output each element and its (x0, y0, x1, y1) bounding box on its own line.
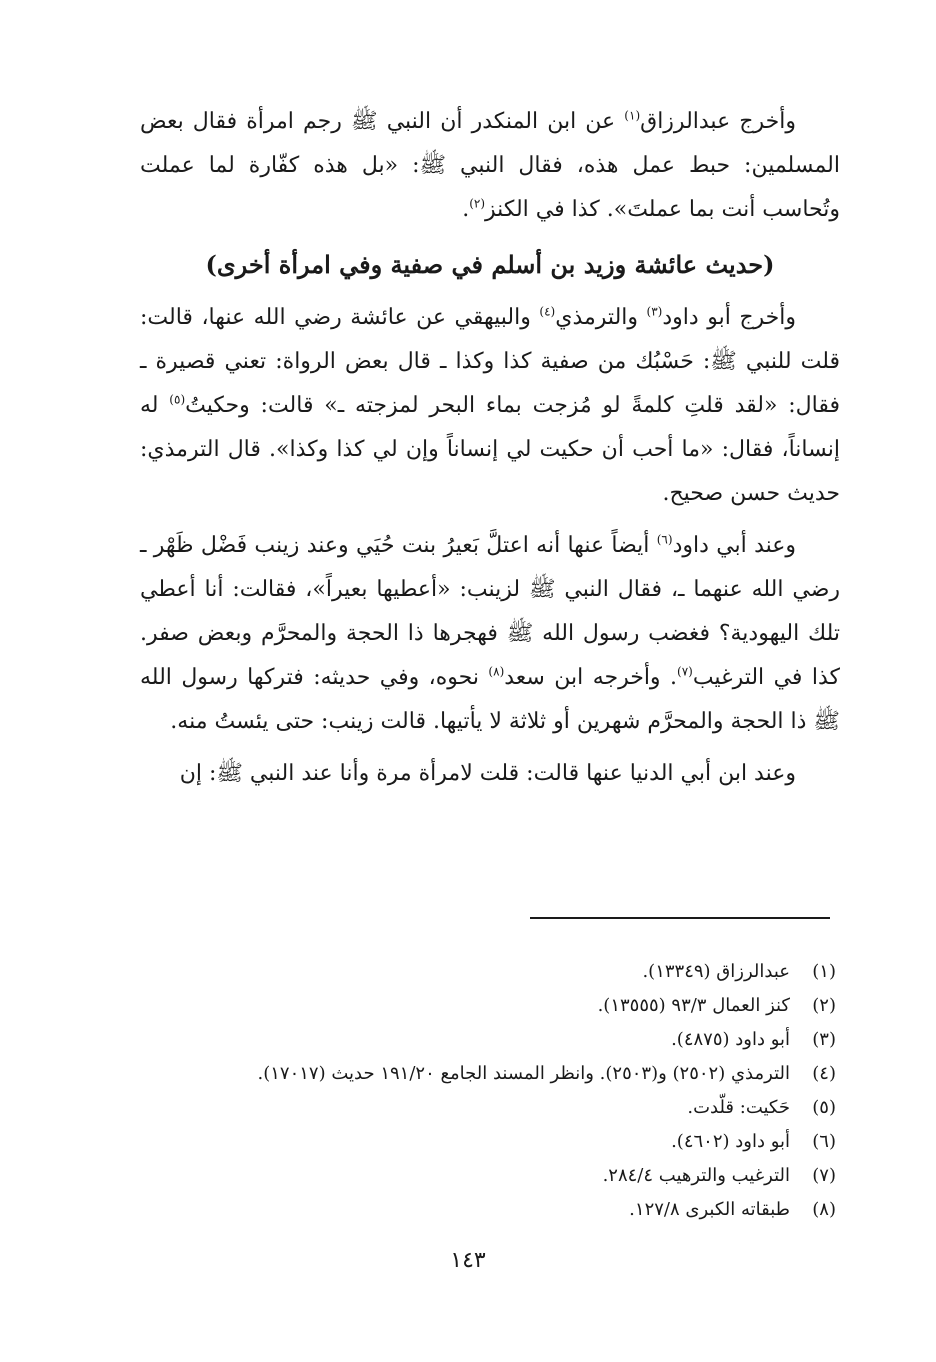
text-run: عن ابن المنكدر أن النبي ﷺ رجم امرأة فقال بعض المسلمين: حبط عمل هذه، فقال النبي ﷺ: «بل هذه كفّارة لما عملت وتُحاسب أنت بما عملتَ». كذا في الكنز (140, 109, 840, 222)
text-run: أيضاً عنها أنه اعتلَّ بَعيرُ بنت حُيَي وعند زينب فَضْل ظَهْر ـ رضي الله عنهما ـ، فقال النبي ﷺ لزينب: «أعطيها بعيراً»، فقالت: أنا أعطي تلك اليهودية؟ فغضب رسول الله ﷺ فهجرها ذا الحجة والمحرَّم وبعض صفر. كذا في الترغيب (140, 533, 841, 690)
text-run: . وأخرجه ابن سعد (504, 665, 677, 690)
footnote-item (156, 955, 836, 989)
footnote-number: (٣) (812, 1029, 836, 1050)
footnote-number: (٤) (812, 1063, 836, 1084)
page-number: ١٤٣ (450, 1248, 486, 1273)
footnote-text: الترغيب والترهيب ٢٨٤/٤. (602, 1165, 790, 1186)
footnote-number: (٨) (812, 1199, 836, 1220)
footnote-item (156, 1125, 836, 1159)
text-run: وأخرج أبو داود (662, 305, 797, 330)
footnote-ref: (٢) (469, 196, 486, 211)
footnote-number: (٥) (812, 1097, 836, 1118)
text-run: نحوه، وفي حديثه: فتركها رسول الله ﷺ ذا الحجة والمحرَّم شهرين أو ثلاثة لا يأتيها. قالت زينب: حتى يئستُ منه. (140, 665, 840, 734)
text-run: وأخرج عبدالرزاق (640, 109, 796, 134)
footnote-number: (٦) (812, 1131, 836, 1152)
footnote-text: طبقاته الكبرى ١٢٧/٨. (629, 1199, 790, 1220)
footnote-text: عبدالرزاق (١٣٣٤٩). (642, 961, 790, 982)
footnote-text: أبو داود (٤٦٠٢). (671, 1131, 790, 1152)
footnote-ref: (٧) (677, 664, 693, 679)
footnote-ref: (٦) (656, 532, 673, 547)
footnote-text: الترمذي (٢٥٠٢) و(٢٥٠٣). وانظر المسند الجامع ١٩١/٢٠ حديث (١٧٠١٧). (257, 1063, 790, 1084)
footnote-item (156, 1091, 836, 1125)
footnote-ref: (٨) (488, 664, 505, 679)
paragraph-1 (140, 100, 840, 232)
footnote-item (156, 1023, 836, 1057)
text-run: والترمذي (555, 305, 647, 330)
text-run: وعند أبي داود (672, 533, 797, 558)
footnote-item (156, 1159, 836, 1193)
footnote-number: (٢) (812, 995, 836, 1016)
footnote-text: كنز العمال ٩٣/٣ (١٣٥٥٥). (597, 995, 790, 1016)
footnote-number: (١) (812, 961, 836, 982)
footnote-item (156, 1193, 836, 1227)
footnote-ref: (٥) (169, 392, 186, 407)
footnote-item (156, 1057, 836, 1091)
section-heading: (حديث عائشة وزيد بن أسلم في صفية وفي امرأة أخرى) (205, 250, 775, 279)
paragraph-3 (140, 524, 840, 744)
footnote-separator (530, 917, 830, 919)
text-run: له إنساناً، فقال: «ما أحب أن حكيت لي إنساناً وإن لي كذا وكذا». قال الترمذي: حديث حسن صحيح. (140, 393, 840, 506)
footnote-number: (٧) (812, 1165, 836, 1186)
footnote-ref: (١) (624, 108, 641, 123)
paragraph-4: وعند ابن أبي الدنيا عنها قالت: قلت لامرأة مرة وأنا عند النبي ﷺ: إن (179, 761, 796, 786)
footnote-text: حَكيت: قلّدت. (687, 1097, 790, 1118)
paragraph-2 (140, 296, 840, 516)
footnote-text: أبو داود (٤٨٧٥). (671, 1029, 790, 1050)
footnote-item (156, 989, 836, 1023)
footnotes (156, 955, 836, 1227)
footnote-ref: (٣) (646, 304, 663, 319)
main-text (140, 100, 840, 804)
footnote-ref: (٤) (539, 304, 556, 319)
text-run: . (462, 197, 470, 222)
text-run: والبيهقي عن عائشة رضي الله عنها، قالت: قلت للنبي ﷺ: حَسْبُك من صفية كذا وكذا ـ قال بعض الرواة: تعني قصيرة ـ فقال: «لقد قلتِ كلمةً لو مُزجت بماء البحر لمزجته ـ» قالت: وحكيتُ (140, 305, 840, 418)
